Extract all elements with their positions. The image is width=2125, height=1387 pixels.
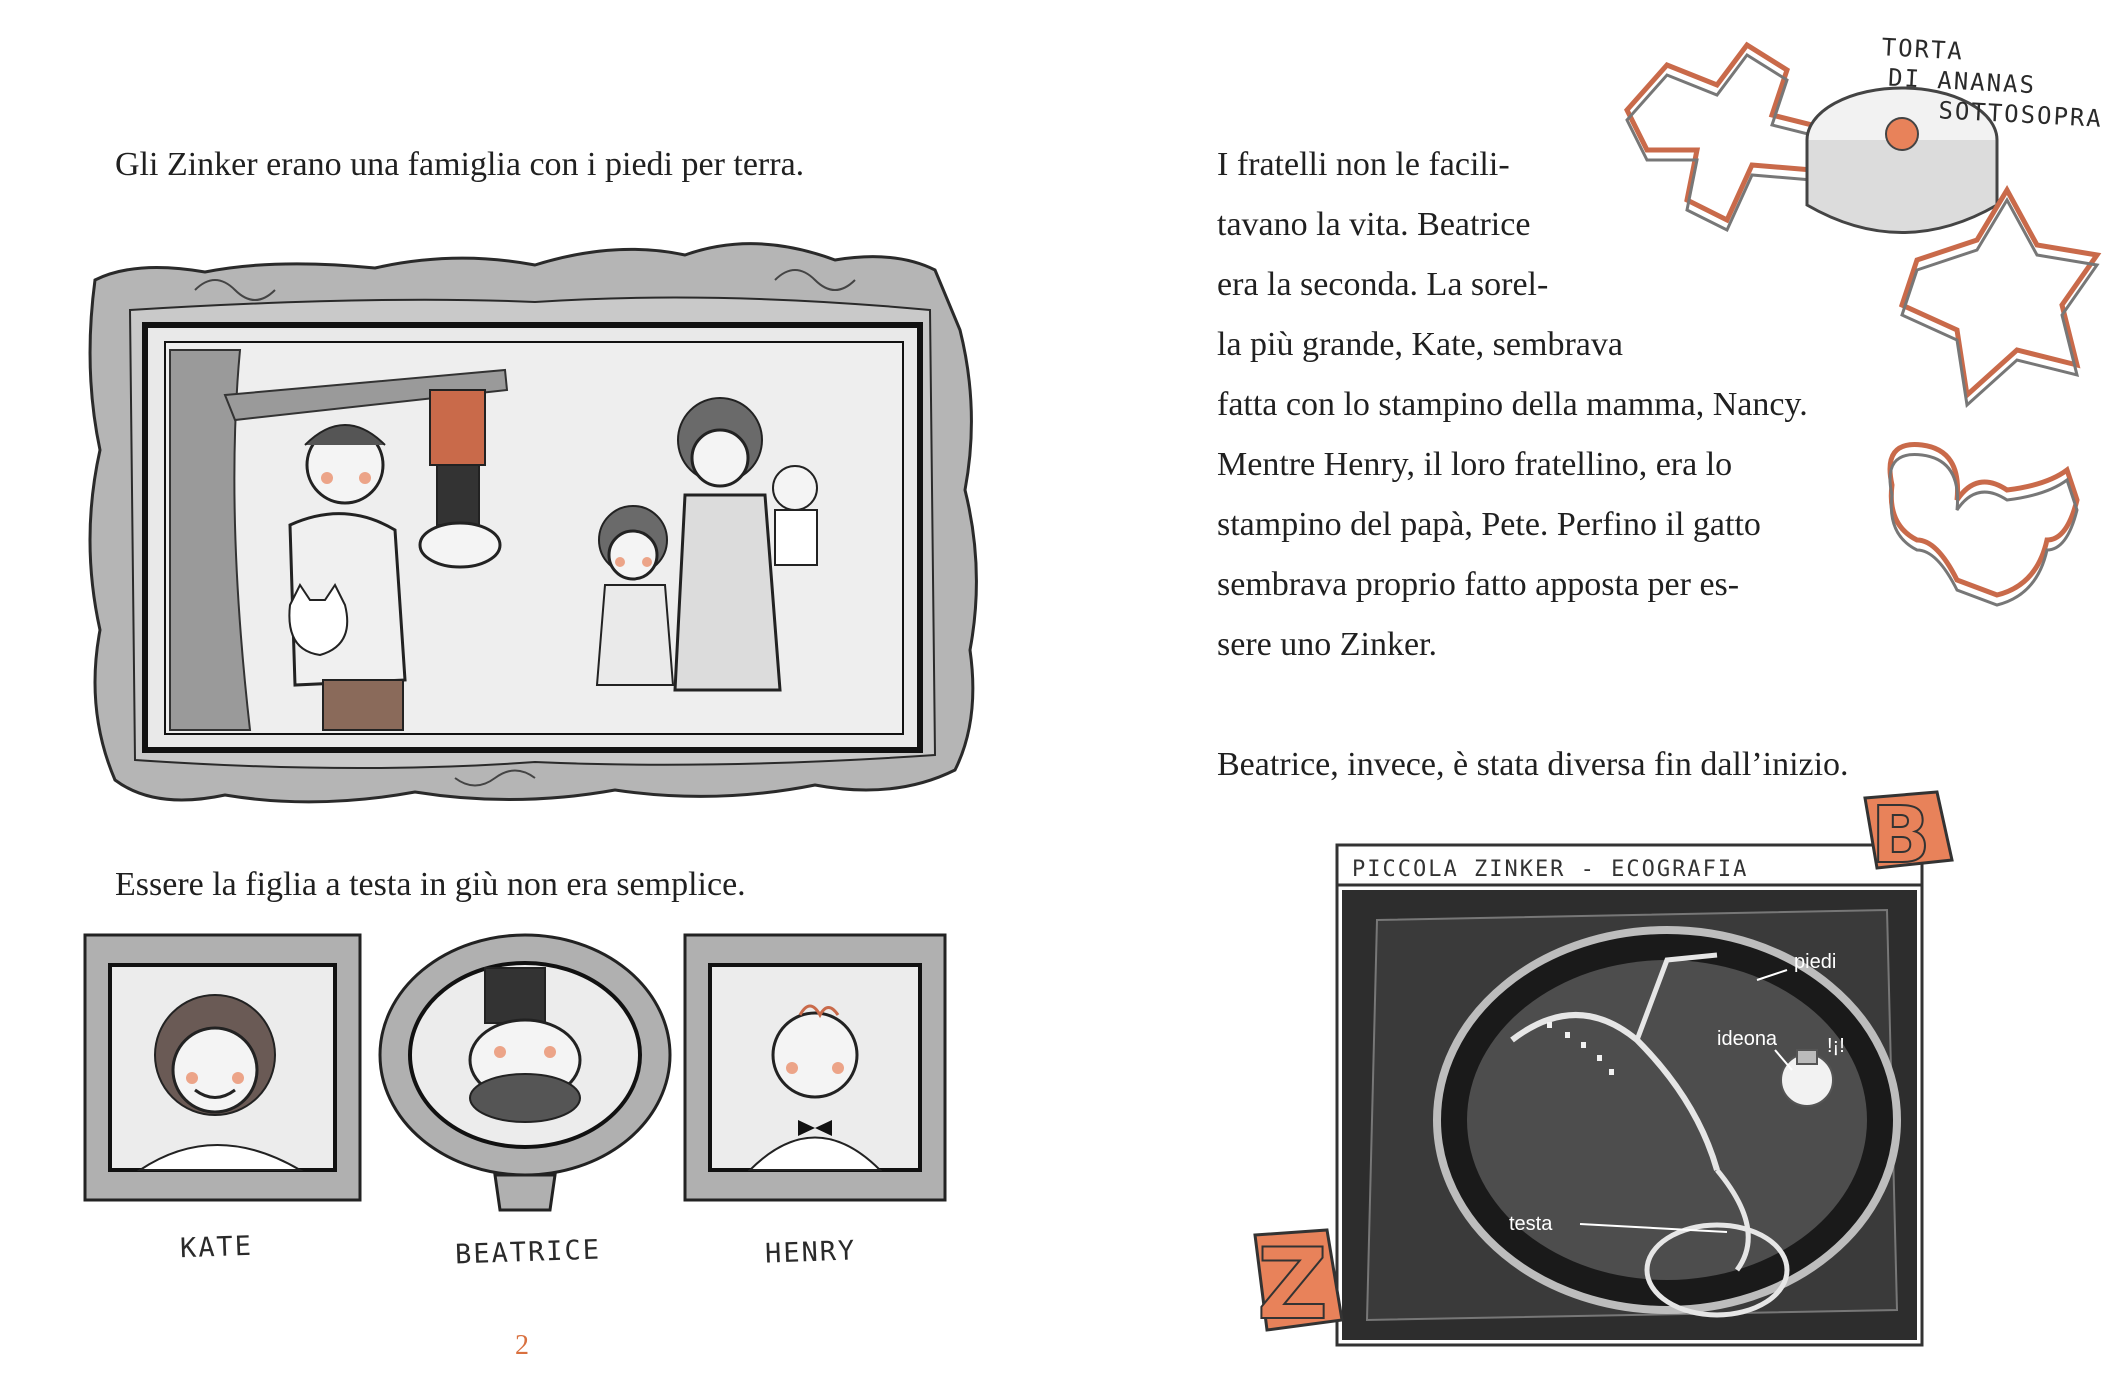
- kate-caption: KATE: [179, 1230, 254, 1265]
- cake-label-line-3: SOTTOSOPRA: [1937, 96, 2104, 133]
- letter-block-b: [1865, 791, 1952, 881]
- label-idea: ideona: [1717, 1028, 1778, 1050]
- label-head: testa: [1509, 1213, 1553, 1235]
- ultrasound-title: PICCOLA ZINKER - ECOGRAFIA: [1352, 857, 1749, 882]
- right-paragraph-2: Beatrice, invece, è stata diversa fin dall’inizio.: [1217, 746, 1849, 783]
- label-idea-marks: !¡!: [1827, 1035, 1845, 1057]
- cake-label: [1878, 32, 2107, 134]
- cake-label-line-2: DI ANANAS: [1887, 63, 2037, 100]
- right-paragraph-1-line-2: tavano la vita. Beatrice: [1217, 206, 1531, 243]
- letter-block-z: [1255, 1228, 1342, 1342]
- right-paragraph-1-line-7: stampino del papà, Pete. Perfino il gatto: [1217, 506, 1761, 543]
- left-paragraph-1: Gli Zinker erano una famiglia con i piedi per terra.: [115, 146, 805, 183]
- right-paragraph-1-line-1: I fratelli non le facili-: [1217, 146, 1510, 183]
- left-paragraph-2: Essere la figlia a testa in giù non era semplice.: [115, 866, 746, 903]
- beatrice-portrait-illustration: [375, 930, 675, 1220]
- right-paragraph-1-line-5: fatta con lo stampino della mamma, Nancy.: [1217, 386, 1808, 423]
- ultrasound-illustration: [1247, 790, 1962, 1380]
- right-page: [1062, 0, 2125, 1387]
- henry-caption: HENRY: [764, 1235, 857, 1270]
- beatrice-caption: BEATRICE: [454, 1234, 602, 1271]
- right-paragraph-1: [1217, 135, 1808, 675]
- right-paragraph-1-line-6: Mentre Henry, il loro fratellino, era lo: [1217, 446, 1733, 483]
- right-paragraph-1-line-8: sembrava proprio fatto apposta per es-: [1217, 566, 1740, 603]
- label-feet: piedi: [1794, 951, 1837, 973]
- right-paragraph-1-line-3: era la seconda. La sorel-: [1217, 266, 1549, 303]
- family-portrait-illustration: [75, 210, 995, 840]
- letter-b: B: [1871, 791, 1931, 881]
- right-paragraph-1-line-9: sere uno Zinker.: [1217, 626, 1437, 663]
- left-page: [0, 0, 1062, 1387]
- letter-z: Z: [1257, 1228, 1329, 1342]
- henry-portrait-illustration: [680, 930, 950, 1210]
- kate-portrait-illustration: [80, 930, 365, 1210]
- cake-label-line-1: TORTA: [1880, 33, 1965, 66]
- right-paragraph-1-line-4: la più grande, Kate, sembrava: [1217, 326, 1623, 363]
- page-number: 2: [515, 1330, 529, 1361]
